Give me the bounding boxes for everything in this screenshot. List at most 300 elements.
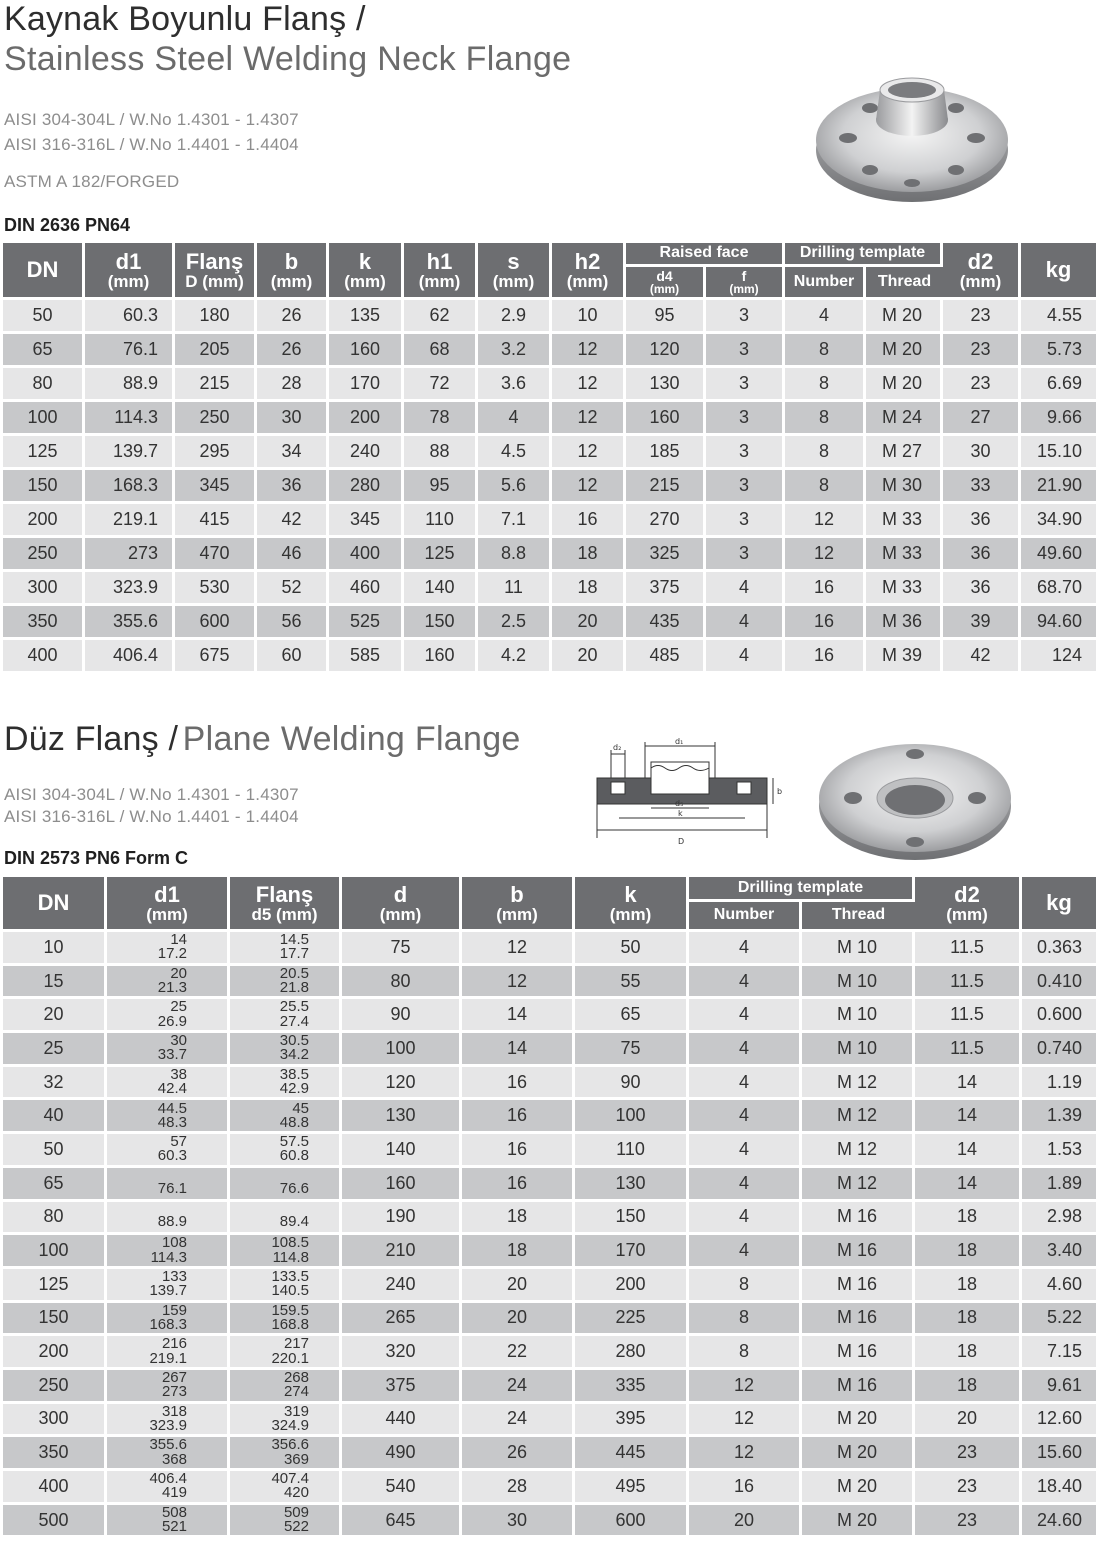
table-cell-k: 110 — [575, 1134, 689, 1168]
table-row — [3, 640, 1096, 674]
table-cell-dn: 250 — [3, 1370, 107, 1404]
d1-value-stack — [157, 964, 187, 997]
table-cell: 240 — [329, 436, 404, 470]
d5-value: 319 — [283, 1402, 309, 1420]
table-cell: M 20 — [866, 300, 943, 334]
d5-value: 57.5 — [279, 1133, 309, 1151]
table-cell: 323.9 — [85, 572, 175, 606]
d5-value: 220.1 — [271, 1349, 309, 1367]
diagram-label-D: D — [678, 837, 685, 846]
table-cell: 30 — [257, 402, 329, 436]
table-cell-kg: 5.22 — [1022, 1303, 1096, 1337]
table-cell-d5 — [230, 1202, 342, 1236]
table-cell: 460 — [329, 572, 404, 606]
table-cell-number: 4 — [689, 999, 802, 1033]
d1-value: 21.3 — [157, 979, 187, 997]
section2-spec-2: AISI 316-316L / W.No 1.4401 - 1.4404 — [4, 807, 299, 826]
table-cell: 110 — [404, 504, 478, 538]
header-h1: h1 (mm) — [404, 243, 478, 300]
table-cell: 88 — [404, 436, 478, 470]
table-cell-d: 240 — [342, 1269, 462, 1303]
header-d2: d2 (mm) — [943, 243, 1021, 300]
table-cell: 26 — [257, 300, 329, 334]
table-cell: 250 — [3, 538, 85, 572]
table-cell: 42 — [257, 504, 329, 538]
table-cell: 270 — [626, 504, 706, 538]
table-cell: 120 — [626, 334, 706, 368]
table-cell-number: 4 — [689, 1168, 802, 1202]
table-cell-thread: M 16 — [802, 1269, 915, 1303]
d5-value: 17.7 — [279, 945, 309, 963]
d1-value-stack — [149, 1337, 187, 1366]
d5-value: 21.8 — [279, 979, 309, 997]
table-row — [3, 504, 1096, 538]
table-cell: 215 — [626, 470, 706, 504]
table-cell-k: 55 — [575, 966, 689, 1000]
table-cell: 470 — [175, 538, 257, 572]
d1-value: 44.5 — [157, 1099, 187, 1117]
table-cell-number: 4 — [689, 1033, 802, 1067]
table-cell-b: 12 — [462, 932, 575, 966]
d5-value-stack — [271, 1472, 309, 1501]
section1-standard: DIN 2636 PN64 — [4, 215, 131, 235]
table-cell-kg: 12.60 — [1022, 1404, 1096, 1438]
table-cell: 130 — [626, 368, 706, 402]
table-cell: 114.3 — [85, 402, 175, 436]
table-cell-d: 80 — [342, 966, 462, 1000]
table-cell-d2: 18 — [915, 1202, 1022, 1236]
d1-value-stack — [158, 1135, 187, 1164]
d5-value: 217 — [283, 1335, 309, 1353]
table-cell: 400 — [3, 640, 85, 674]
table-cell: 170 — [329, 368, 404, 402]
table-cell: 3 — [706, 470, 785, 504]
table-cell: 8 — [785, 436, 866, 470]
table-cell: 12 — [552, 436, 626, 470]
table-cell-d5 — [230, 1404, 342, 1438]
table-cell-thread: M 20 — [802, 1437, 915, 1471]
table-cell-d1 — [107, 1168, 230, 1202]
table-cell-dn: 150 — [3, 1303, 107, 1337]
d5-value: 159.5 — [271, 1301, 309, 1319]
table-row — [3, 1303, 1096, 1337]
table-cell-kg: 0.363 — [1022, 932, 1096, 966]
table-cell: 250 — [175, 402, 257, 436]
table-cell: 18 — [552, 572, 626, 606]
d5-value-stack — [284, 1371, 309, 1400]
table-cell: 3.6 — [478, 368, 552, 402]
table-cell: 355.6 — [85, 606, 175, 640]
table-cell-kg: 0.600 — [1022, 999, 1096, 1033]
table-row — [3, 1404, 1096, 1438]
table-cell-b: 14 — [462, 1033, 575, 1067]
table-cell-thread: M 20 — [802, 1404, 915, 1438]
table-cell: 4 — [706, 640, 785, 674]
table-cell-number: 12 — [689, 1370, 802, 1404]
d1-value: 88.9 — [157, 1213, 187, 1231]
table-row — [3, 1168, 1096, 1202]
table-cell: 78 — [404, 402, 478, 436]
table-cell: 20 — [552, 640, 626, 674]
table-row — [3, 606, 1096, 640]
table-cell-b: 28 — [462, 1471, 575, 1505]
table-cell-dn: 350 — [3, 1437, 107, 1471]
d1-value-stack — [149, 1301, 187, 1333]
table-cell-b: 18 — [462, 1202, 575, 1236]
table-cell-d: 140 — [342, 1134, 462, 1168]
flange-cross-section-diagram — [585, 738, 800, 853]
table-cell-number: 4 — [689, 966, 802, 1000]
table-cell: 94.60 — [1021, 606, 1096, 640]
table-cell: 80 — [3, 368, 85, 402]
diagram-label-d5: d₅ — [675, 799, 684, 808]
header-dn: DN — [3, 877, 107, 932]
table-row — [3, 966, 1096, 1000]
table-cell-d1 — [107, 1134, 230, 1168]
table-cell-kg: 18.40 — [1022, 1471, 1096, 1505]
d5-value-stack — [280, 1000, 309, 1029]
table-cell-d5 — [230, 999, 342, 1033]
table-cell: 52 — [257, 572, 329, 606]
d5-value: 30.5 — [279, 1032, 309, 1050]
table-cell-d2: 18 — [915, 1235, 1022, 1269]
header-k: k (mm) — [575, 877, 689, 932]
table-cell-kg: 1.39 — [1022, 1100, 1096, 1134]
table-cell: 39 — [943, 606, 1021, 640]
table-cell-d5 — [230, 1269, 342, 1303]
d1-value: 219.1 — [149, 1349, 187, 1367]
table-cell: 12 — [552, 334, 626, 368]
header-thread: Thread — [866, 267, 943, 300]
d1-value: 216 — [161, 1335, 187, 1353]
table-cell: 8 — [785, 334, 866, 368]
table-cell: 11 — [478, 572, 552, 606]
table-cell-thread: M 16 — [802, 1202, 915, 1236]
header-d1: d1 (mm) — [85, 243, 175, 300]
table-cell: 3 — [706, 538, 785, 572]
table-cell: 6.69 — [1021, 368, 1096, 402]
table-cell-k: 130 — [575, 1168, 689, 1202]
table-cell-d: 120 — [342, 1067, 462, 1101]
d1-value: 25 — [170, 998, 187, 1016]
table-cell: 16 — [785, 640, 866, 674]
table-cell: 30 — [943, 436, 1021, 470]
table-cell: 16 — [552, 504, 626, 538]
table-cell: 36 — [943, 572, 1021, 606]
table-cell: 7.1 — [478, 504, 552, 538]
table-cell-dn: 25 — [3, 1033, 107, 1067]
table-row — [3, 1471, 1096, 1505]
table-cell-d1 — [107, 1202, 230, 1236]
table-cell-d5 — [230, 966, 342, 1000]
table-cell-d: 160 — [342, 1168, 462, 1202]
table-cell-thread: M 16 — [802, 1370, 915, 1404]
table-cell: M 30 — [866, 470, 943, 504]
table-cell-d1 — [107, 1303, 230, 1337]
d5-value-stack — [279, 1065, 309, 1098]
d5-value: 45 — [292, 1099, 309, 1117]
table-cell: 3 — [706, 300, 785, 334]
table-cell-k: 90 — [575, 1067, 689, 1101]
table-cell: 273 — [85, 538, 175, 572]
table-cell: 36 — [943, 538, 1021, 572]
table-row — [3, 572, 1096, 606]
header-d1: d1 (mm) — [107, 877, 230, 932]
d1-value-stack — [158, 933, 187, 962]
table-cell: 2.5 — [478, 606, 552, 640]
d5-value-stack — [271, 1236, 309, 1265]
table-cell-d2: 18 — [915, 1303, 1022, 1337]
section2-title-tr: Düz Flanş / — [4, 720, 179, 758]
section1-title-tr: Kaynak Boyunlu Flanş / — [4, 0, 366, 38]
table-cell-number: 20 — [689, 1505, 802, 1539]
table-cell-b: 24 — [462, 1370, 575, 1404]
table-cell-d5 — [230, 1370, 342, 1404]
header-drilling-template: Drilling template — [785, 243, 943, 267]
table-row — [3, 1235, 1096, 1269]
table-cell: 8 — [785, 470, 866, 504]
table-cell: 68 — [404, 334, 478, 368]
d1-value: 368 — [161, 1450, 187, 1468]
table-cell-d: 265 — [342, 1303, 462, 1337]
table-cell: 219.1 — [85, 504, 175, 538]
table-cell-d2: 11.5 — [915, 1033, 1022, 1067]
section2-spec-1: AISI 304-304L / W.No 1.4301 - 1.4307 — [4, 785, 299, 804]
table-cell-kg: 0.740 — [1022, 1033, 1096, 1067]
table-cell-dn: 300 — [3, 1404, 107, 1438]
table-cell-k: 335 — [575, 1370, 689, 1404]
table-cell-d5 — [230, 1033, 342, 1067]
table-cell: 36 — [943, 504, 1021, 538]
table-row — [3, 436, 1096, 470]
section2-standard: DIN 2573 PN6 Form C — [4, 848, 189, 868]
table-cell: 36 — [257, 470, 329, 504]
table-cell-thread: M 12 — [802, 1168, 915, 1202]
table-cell: 215 — [175, 368, 257, 402]
table-cell-b: 18 — [462, 1235, 575, 1269]
d1-value-stack — [149, 1267, 187, 1300]
table-cell-k: 280 — [575, 1336, 689, 1370]
table-cell-number: 8 — [689, 1269, 802, 1303]
header-drilling-template: Drilling template — [689, 877, 915, 902]
table-cell-d: 540 — [342, 1471, 462, 1505]
table-cell-kg: 7.15 — [1022, 1336, 1096, 1370]
d5-value: 14.5 — [279, 931, 309, 949]
table-cell: 675 — [175, 640, 257, 674]
table-cell-d2: 14 — [915, 1168, 1022, 1202]
table-cell: 62 — [404, 300, 478, 334]
d5-value: 42.9 — [279, 1080, 309, 1098]
d1-value: 57 — [170, 1133, 187, 1151]
table-cell-d1 — [107, 999, 230, 1033]
header-k: k (mm) — [329, 243, 404, 300]
table-cell-d1 — [107, 966, 230, 1000]
header-b: b (mm) — [462, 877, 575, 932]
d1-value: 48.3 — [157, 1113, 187, 1131]
table-row — [3, 368, 1096, 402]
d1-value-stack — [162, 1371, 187, 1400]
d5-value: 407.4 — [271, 1470, 309, 1488]
d1-value: 30 — [170, 1032, 187, 1050]
d5-value: 25.5 — [279, 998, 309, 1016]
table-cell-d2: 18 — [915, 1269, 1022, 1303]
section2-title — [4, 720, 521, 759]
table-cell-d2: 18 — [915, 1370, 1022, 1404]
table-row — [3, 470, 1096, 504]
section1-spec-3: ASTM A 182/FORGED — [4, 172, 180, 191]
diagram-label-k: k — [678, 809, 683, 818]
table-cell-d1 — [107, 1471, 230, 1505]
header-d2: d2 (mm) — [915, 877, 1022, 932]
d5-value: 522 — [283, 1518, 309, 1536]
header-raised-face: Raised face — [626, 243, 785, 267]
table-cell-kg: 3.40 — [1022, 1235, 1096, 1269]
table-cell-number: 4 — [689, 1100, 802, 1134]
table-cell-k: 65 — [575, 999, 689, 1033]
d5-value-stack — [279, 964, 309, 997]
table-cell: 3 — [706, 436, 785, 470]
table-cell-number: 4 — [689, 1235, 802, 1269]
table-cell-d: 190 — [342, 1202, 462, 1236]
table-cell-k: 170 — [575, 1235, 689, 1269]
table-cell-b: 26 — [462, 1437, 575, 1471]
table-cell-kg: 1.53 — [1022, 1134, 1096, 1168]
table-cell: 585 — [329, 640, 404, 674]
table-cell: 5.6 — [478, 470, 552, 504]
d5-value: 27.4 — [279, 1012, 309, 1030]
table-cell-dn: 500 — [3, 1505, 107, 1539]
table-cell: 160 — [626, 402, 706, 436]
table-cell-thread: M 10 — [802, 966, 915, 1000]
table-cell: 23 — [943, 334, 1021, 368]
d5-value: 108.5 — [271, 1234, 309, 1252]
table-cell: 12 — [785, 504, 866, 538]
d5-value: 324.9 — [271, 1416, 309, 1434]
table-cell-d1 — [107, 1100, 230, 1134]
table-cell-kg: 15.60 — [1022, 1437, 1096, 1471]
table-cell: 8 — [785, 368, 866, 402]
table-cell-d5 — [230, 1168, 342, 1202]
table-cell-d: 100 — [342, 1033, 462, 1067]
table-row — [3, 538, 1096, 572]
plane-welding-flange-image — [815, 740, 1015, 868]
table-cell: 205 — [175, 334, 257, 368]
table-cell: 15.10 — [1021, 436, 1096, 470]
table-cell-kg: 2.98 — [1022, 1202, 1096, 1236]
table-cell: M 33 — [866, 572, 943, 606]
table-cell-thread: M 12 — [802, 1067, 915, 1101]
table-cell-d2: 11.5 — [915, 932, 1022, 966]
table-cell-dn: 400 — [3, 1471, 107, 1505]
table-cell-d2: 23 — [915, 1505, 1022, 1539]
d5-value-stack — [271, 1337, 309, 1366]
table-row — [3, 1336, 1096, 1370]
table-cell-k: 75 — [575, 1033, 689, 1067]
d5-value: 509 — [283, 1503, 309, 1521]
table-cell-thread: M 10 — [802, 999, 915, 1033]
table-cell-b: 16 — [462, 1134, 575, 1168]
table-cell-k: 600 — [575, 1505, 689, 1539]
table-cell-b: 16 — [462, 1067, 575, 1101]
d1-value: 273 — [161, 1383, 187, 1401]
table-cell-number: 12 — [689, 1437, 802, 1471]
table-cell-d2: 18 — [915, 1336, 1022, 1370]
table-cell: 2.9 — [478, 300, 552, 334]
table-cell: 150 — [404, 606, 478, 640]
table-cell: 16 — [785, 606, 866, 640]
table-cell: 9.66 — [1021, 402, 1096, 436]
table-cell: 12 — [552, 470, 626, 504]
table-cell-k: 225 — [575, 1303, 689, 1337]
table-cell: 4.2 — [478, 640, 552, 674]
header-b: b (mm) — [257, 243, 329, 300]
d1-value-stack — [157, 1099, 187, 1131]
table-cell: 375 — [626, 572, 706, 606]
d1-value-stack — [149, 1438, 187, 1467]
table-cell: 300 — [3, 572, 85, 606]
table-cell-d: 210 — [342, 1235, 462, 1269]
table-cell: 415 — [175, 504, 257, 538]
d1-value: 521 — [161, 1518, 187, 1536]
d1-value: 38 — [170, 1065, 187, 1083]
d1-value: 14 — [170, 931, 187, 949]
table-cell: 60 — [257, 640, 329, 674]
table-cell-d5 — [230, 1067, 342, 1101]
table-cell-d5 — [230, 932, 342, 966]
table-cell-d2: 14 — [915, 1134, 1022, 1168]
d1-value: 168.3 — [149, 1315, 187, 1333]
table-cell: 435 — [626, 606, 706, 640]
table-cell: M 36 — [866, 606, 943, 640]
table-cell-number: 8 — [689, 1336, 802, 1370]
d1-value-stack — [157, 1065, 187, 1098]
d5-value: 89.4 — [279, 1213, 309, 1231]
table-cell-dn: 10 — [3, 932, 107, 966]
table-row — [3, 1100, 1096, 1134]
table-cell-b: 30 — [462, 1505, 575, 1539]
d5-value: 48.8 — [279, 1113, 309, 1131]
table-cell-kg: 0.410 — [1022, 966, 1096, 1000]
table-cell: 56 — [257, 606, 329, 640]
table-cell-b: 12 — [462, 966, 575, 1000]
table-cell: 124 — [1021, 640, 1096, 674]
table-row — [3, 1370, 1096, 1404]
d1-value: 76.1 — [157, 1179, 187, 1197]
d1-value-stack — [158, 1000, 187, 1029]
header-kg: kg — [1021, 243, 1096, 300]
table-cell-dn: 20 — [3, 999, 107, 1033]
d5-value-stack — [280, 1034, 309, 1063]
table-cell-thread: M 12 — [802, 1134, 915, 1168]
d1-value-stack — [161, 1503, 187, 1536]
d1-value: 419 — [161, 1484, 187, 1502]
table-cell: 88.9 — [85, 368, 175, 402]
table-cell: 400 — [329, 538, 404, 572]
d1-value-stack — [158, 1034, 187, 1063]
table-cell: 139.7 — [85, 436, 175, 470]
table-cell: 406.4 — [85, 640, 175, 674]
d1-value: 26.9 — [157, 1012, 187, 1030]
table-cell: 5.73 — [1021, 334, 1096, 368]
welding-neck-flange-table — [3, 243, 1096, 674]
header-d4: d4 (mm) — [626, 267, 706, 300]
header-f: f (mm) — [706, 267, 785, 300]
table-cell-thread: M 16 — [802, 1303, 915, 1337]
table-cell-dn: 125 — [3, 1269, 107, 1303]
table-cell-dn: 100 — [3, 1235, 107, 1269]
d5-value-stack — [279, 1099, 309, 1131]
table-cell: 3 — [706, 368, 785, 402]
